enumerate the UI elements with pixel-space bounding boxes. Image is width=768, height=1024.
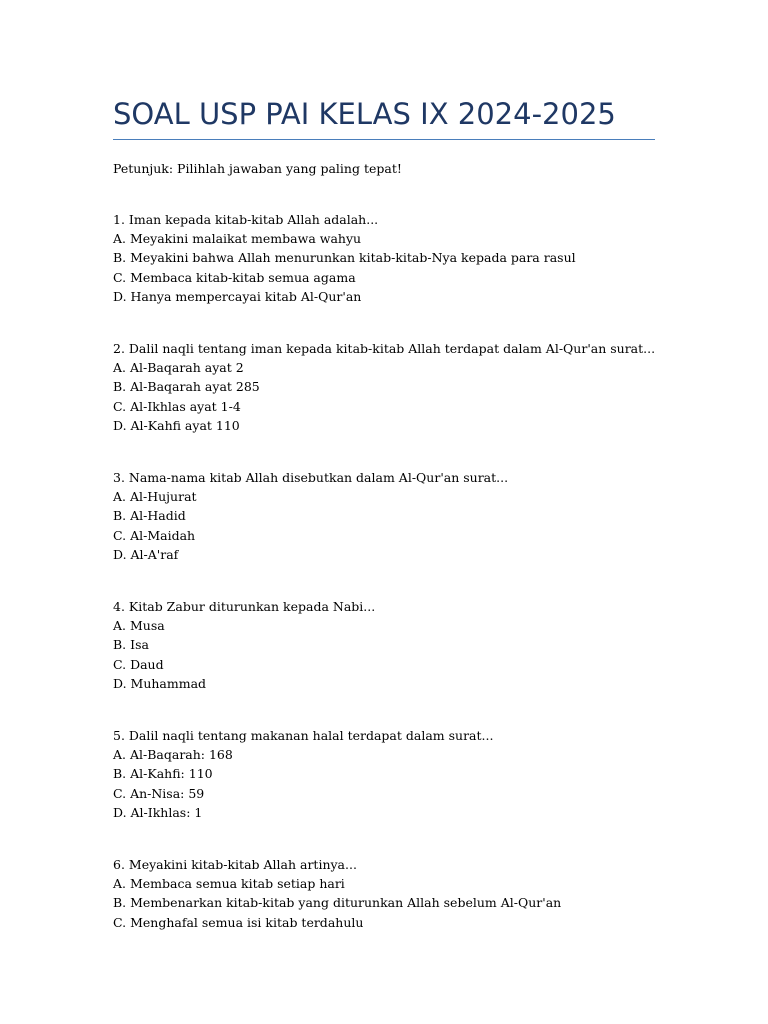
question-text: 1. Iman kepada kitab-kitab Allah adalah... <box>113 212 379 227</box>
answer-option[interactable]: B. Isa <box>113 637 149 653</box>
answer-option[interactable]: C. An-Nisa: 59 <box>113 785 205 801</box>
title-underline <box>113 139 655 140</box>
answer-option[interactable]: B. Al-Hadid <box>113 508 186 524</box>
answer-option[interactable]: D. Muhammad <box>113 675 207 691</box>
answer-option[interactable]: D. Al-Kahfi ayat 110 <box>113 417 240 433</box>
answer-option[interactable]: A. Musa <box>113 618 165 634</box>
question-item <box>113 210 673 306</box>
answer-option[interactable]: C. Al-Ikhlas ayat 1-4 <box>113 398 241 414</box>
question-text: 6. Meyakini kitab-kitab Allah artinya... <box>113 857 357 873</box>
answer-option[interactable]: C. Al-Maidah <box>113 527 196 543</box>
answer-option[interactable]: A. Al-Hujurat <box>113 489 197 505</box>
question-item <box>113 726 673 822</box>
answer-option[interactable]: C. Membaca kitab-kitab semua agama <box>113 269 356 285</box>
answer-option[interactable]: D. Al-Ikhlas: 1 <box>113 804 203 820</box>
answer-option[interactable]: B. Membenarkan kitab-kitab yang diturunkan Allah sebelum Al-Qur'an <box>113 895 562 911</box>
question-item <box>113 597 673 693</box>
question-text: 3. Nama-nama kitab Allah disebutkan dalam Al-Qur'an surat... <box>113 470 509 486</box>
question-item <box>113 468 673 564</box>
question-text: 2. Dalil naqli tentang iman kepada kitab-kitab Allah terdapat dalam Al-Qur'an surat... <box>113 341 656 357</box>
answer-option[interactable]: A. Membaca semua kitab setiap hari <box>113 876 345 892</box>
question-list <box>113 210 673 965</box>
question-item <box>113 339 673 435</box>
answer-option[interactable]: B. Meyakini bahwa Allah menurunkan kitab-kitab-Nya kepada para rasul <box>113 250 576 266</box>
answer-option[interactable]: C. Menghafal semua isi kitab terdahulu <box>113 914 364 930</box>
answer-option[interactable]: D. Al-A'raf <box>113 546 179 562</box>
page-title: SOAL USP PAI KELAS IX 2024-2025 <box>113 97 616 131</box>
question-item <box>113 855 673 932</box>
answer-option[interactable]: A. Al-Baqarah: 168 <box>113 747 233 763</box>
instruction-text: Petunjuk: Pilihlah jawaban yang paling tepat! <box>113 161 402 176</box>
answer-option[interactable]: A. Meyakini malaikat membawa wahyu <box>113 231 362 247</box>
answer-option[interactable]: D. Hanya mempercayai kitab Al-Qur'an <box>113 288 362 304</box>
answer-option[interactable]: C. Daud <box>113 656 164 672</box>
answer-option[interactable]: A. Al-Baqarah ayat 2 <box>113 360 244 376</box>
answer-option[interactable]: B. Al-Baqarah ayat 285 <box>113 379 260 395</box>
question-text: 5. Dalil naqli tentang makanan halal terdapat dalam surat... <box>113 728 494 744</box>
answer-option[interactable]: B. Al-Kahfi: 110 <box>113 766 213 782</box>
question-text: 4. Kitab Zabur diturunkan kepada Nabi... <box>113 599 376 615</box>
